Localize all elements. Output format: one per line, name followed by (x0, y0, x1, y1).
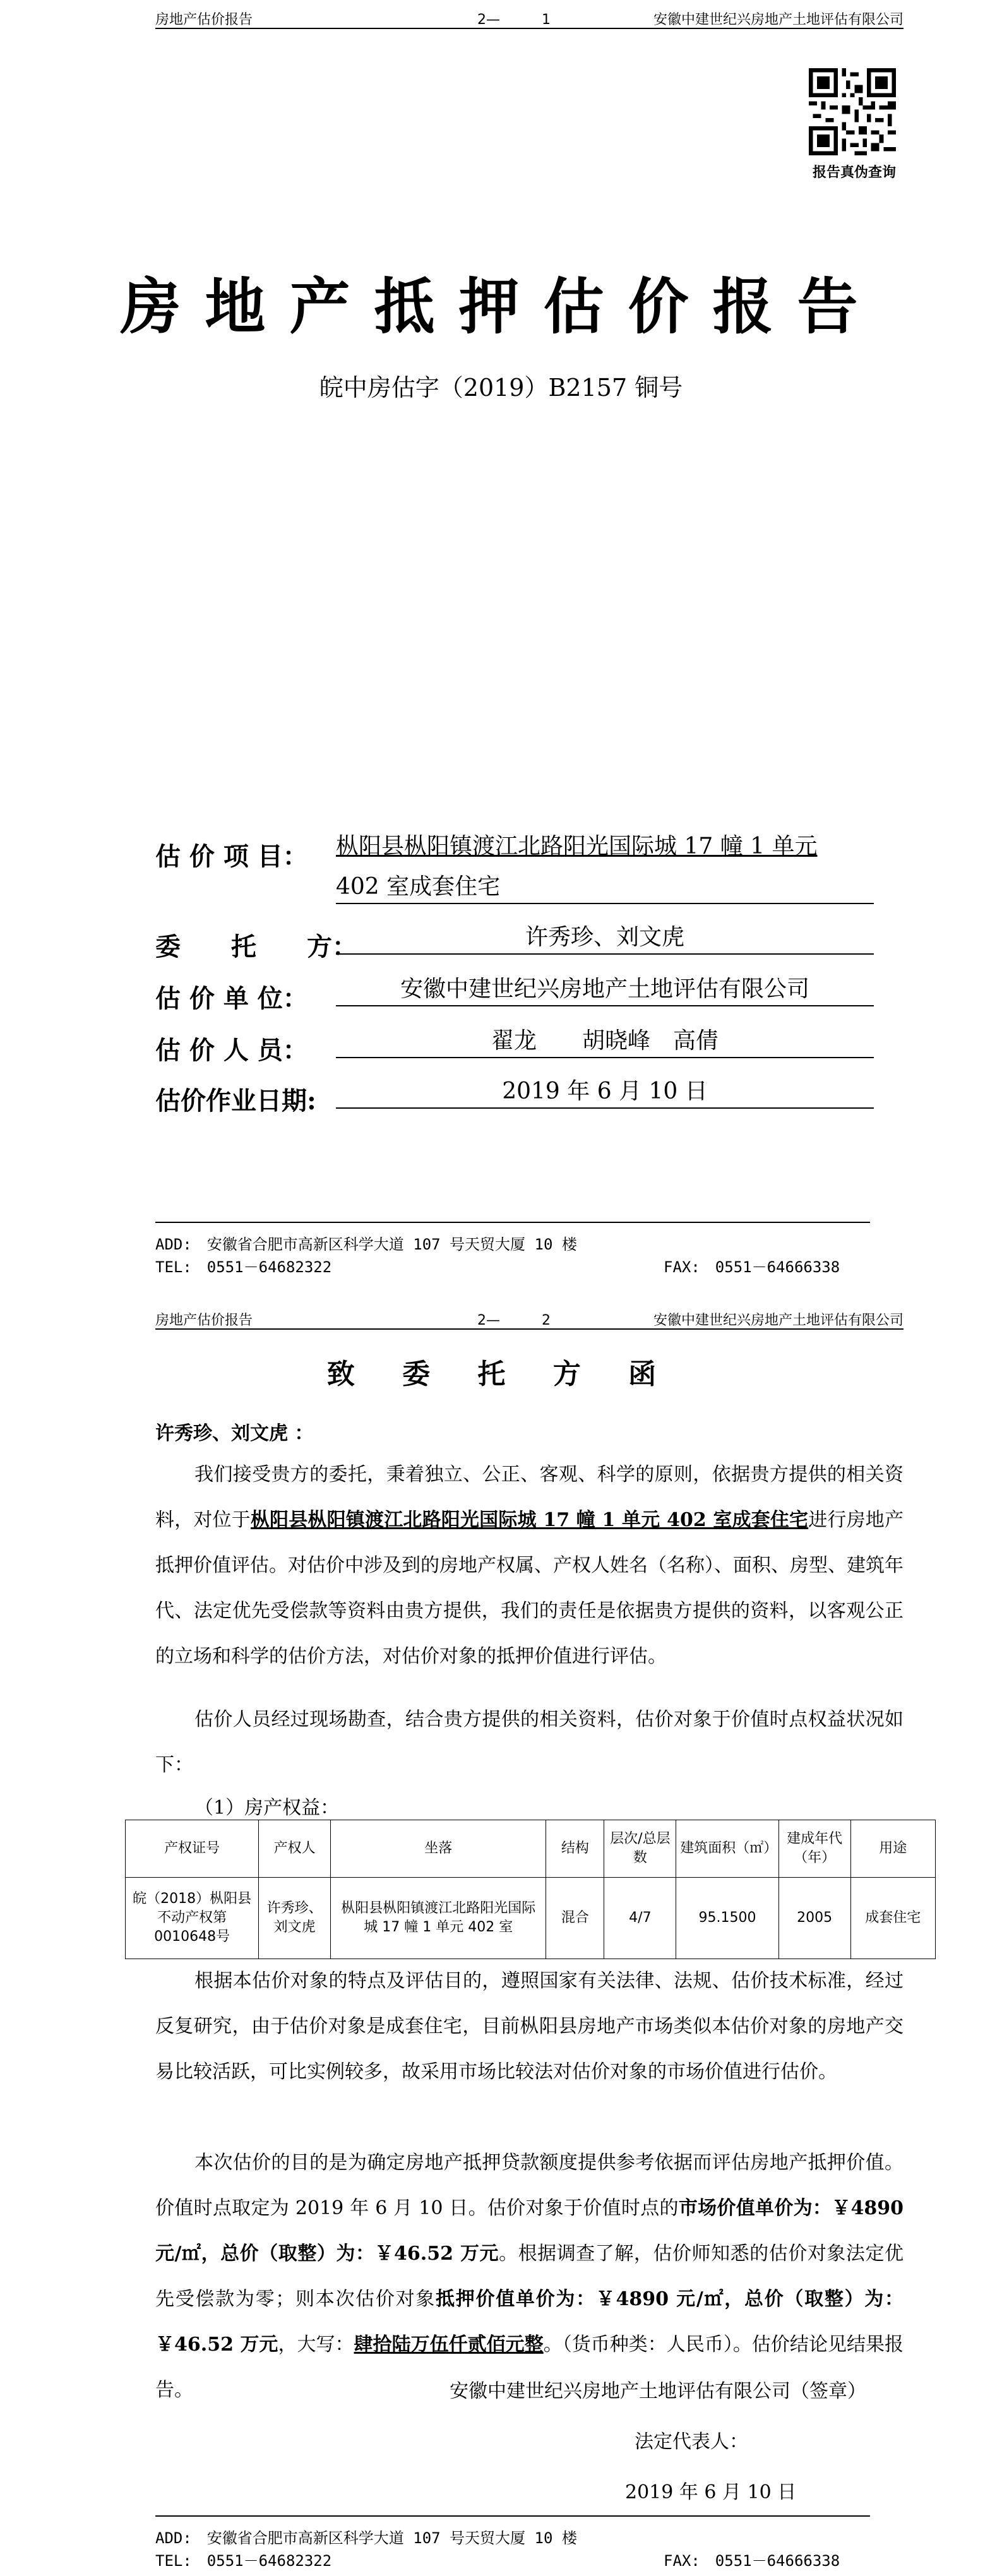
paragraph-method: 根据本估价对象的特点及评估目的，遵照国家有关法律、法规、估价技术标准，经过反复研究，由于估价对象是成套住宅，目前枞阳县房地产市场类似本估价对象的房地产交易比较活跃，可比实例较多，故采用市场比较法对估价对象的市场价值进行估价。 (155, 1970, 904, 2083)
signature-company: 安徽中建世纪兴房地产土地评估有限公司（签章） (450, 2380, 866, 2402)
footer-address: ADD: 安徽省合肥市高新区科学大道 107 号天贸大厦 10 楼 (155, 1236, 577, 1253)
table-cell: 皖（2018）枞阳县不动产权第0010648号 (126, 1878, 259, 1959)
p4-text-g: 。（货币种类：人民币）。估价结论见结果报告。 (155, 2334, 904, 2401)
table-cell: 枞阳县枞阳镇渡江北路阳光国际城 17 幢 1 单元 402 室 (331, 1878, 546, 1959)
page-footer (155, 1222, 870, 1276)
page-header (155, 9, 904, 29)
qr-code-icon (809, 68, 896, 155)
signature-representative: 法定代表人： (635, 2431, 748, 2453)
p4-text-a: 本次估价的目的是为确定房地产抵押贷款额度提供参考依据而评估房地产抵押价值。价值时点取定为 2019 年 6 月 10 日。估价对象于价值时点的 (155, 2152, 904, 2219)
mortgage-value-emphasis: 抵押价值单价为：￥4890 元/㎡，总价（取整）为：￥46.52 万元 (155, 2288, 904, 2356)
p1-text-a: 我们接受贵方的委托，秉着独立、公正、客观、科学的原则，依据贵方提供的相关资料，对位于 (155, 1464, 904, 1531)
staff-value: 翟龙 胡晓峰 高倩 (336, 1025, 874, 1058)
client-value: 许秀珍、刘文虎 (336, 922, 874, 955)
paragraph-site-survey: 估价人员经过现场勘查，结合贵方提供的相关资料，估价对象于价值时点权益状况如下： (155, 1708, 904, 1776)
footer-fax: FAX: 0551－64666338 (664, 2552, 840, 2570)
table-cell: 4/7 (604, 1878, 676, 1959)
table-header-cell: 产权证号 (126, 1820, 259, 1878)
header-right: 安徽中建世纪兴房地产土地评估有限公司 (653, 12, 904, 28)
amount-in-words: 肆拾陆万伍仟贰佰元整 (354, 2334, 544, 2356)
project-value-line1: 枞阳县枞阳镇渡江北路阳光国际城 17 幢 1 单元 (336, 833, 818, 859)
project-label: 估 价 项 目： (155, 842, 308, 871)
footer-tel: TEL: 0551－64682322 (155, 1258, 332, 1276)
p1-text-c: 进行房地产抵押价值评估。对估价中涉及到的房地产权属、产权人姓名（名称）、面积、房型、建筑年代、法定优先受偿款等资料由贵方提供，我们的责任是依据贵方提供的资料，以客观公正的立场和科学的估价方法，对估价对象的抵押价值进行评估。 (155, 1509, 904, 1667)
market-value-emphasis: 市场价值单价为：￥4890 元/㎡，总价（取整）为：￥46.52 万元 (155, 2197, 904, 2265)
table-cell: 95.1500 (676, 1878, 779, 1959)
header-right: 安徽中建世纪兴房地产土地评估有限公司 (653, 1313, 904, 1328)
document-number: 皖中房估字（2019）B2157 铜号 (319, 374, 683, 402)
letter-greeting: 许秀珍、刘文虎 ： (155, 1422, 314, 1445)
table-row (126, 1878, 936, 1959)
table-cell: 成套住宅 (850, 1878, 935, 1959)
client-label: 委 托 方： (155, 932, 357, 962)
p4-text-e: ，大写： (278, 2334, 354, 2356)
page-header (155, 1309, 904, 1330)
unit-label: 估 价 单 位： (155, 984, 308, 1013)
footer-fax: FAX: 0551－64666338 (664, 1258, 840, 1276)
date-value: 2019 年 6 月 10 日 (336, 1076, 874, 1109)
table-header-cell: 建筑面积（㎡） (676, 1820, 779, 1878)
table-header-cell: 坐落 (331, 1820, 546, 1878)
table-header-cell: 建成年代（年） (778, 1820, 850, 1878)
header-page-number: 2— 2 (477, 1313, 551, 1328)
table-header-cell: 结构 (546, 1820, 604, 1878)
qr-caption: 报告真伪查询 (812, 165, 896, 181)
footer-tel: TEL: 0551－64682322 (155, 2552, 332, 2570)
p4-text-c: 。根据调查了解，估价师知悉的估价对象法定优先受偿款为零；则本次估价对象 (155, 2243, 904, 2310)
header-left: 房地产估价报告 (155, 12, 253, 28)
header-left: 房地产估价报告 (155, 1313, 253, 1328)
page-footer (155, 2515, 870, 2570)
rights-subheading: （1）房产权益： (194, 1797, 340, 1819)
project-value-line2: 402 室成套住宅 (336, 871, 874, 904)
property-address-emphasis: 枞阳县枞阳镇渡江北路阳光国际城 17 幢 1 单元 402 室成套住宅 (250, 1509, 809, 1531)
property-rights-table (125, 1820, 936, 1959)
paragraph-valuation-result (155, 2140, 904, 2413)
table-header-cell: 产权人 (259, 1820, 331, 1878)
letter-to-client-page (0, 1301, 1002, 2576)
signature-date: 2019 年 6 月 10 日 (625, 2481, 797, 2503)
table-header-cell: 层次/总层数 (604, 1820, 676, 1878)
paragraph-commission (155, 1452, 904, 1679)
table-cell: 许秀珍、刘文虎 (259, 1878, 331, 1959)
footer-address: ADD: 安徽省合肥市高新区科学大道 107 号天贸大厦 10 楼 (155, 2529, 577, 2547)
report-title: 房地产抵押估价报告 (120, 271, 882, 342)
table-header-row (126, 1820, 936, 1878)
header-page-number: 2— 1 (477, 12, 551, 28)
staff-label: 估 价 人 员： (155, 1035, 308, 1065)
unit-value: 安徽中建世纪兴房地产土地评估有限公司 (336, 974, 874, 1006)
table-cell: 2005 (778, 1878, 850, 1959)
table-header-cell: 用途 (850, 1820, 935, 1878)
letter-title: 致 委 托 方 函 (326, 1358, 676, 1390)
date-label: 估价作业日期: (155, 1086, 316, 1116)
table-cell: 混合 (546, 1878, 604, 1959)
